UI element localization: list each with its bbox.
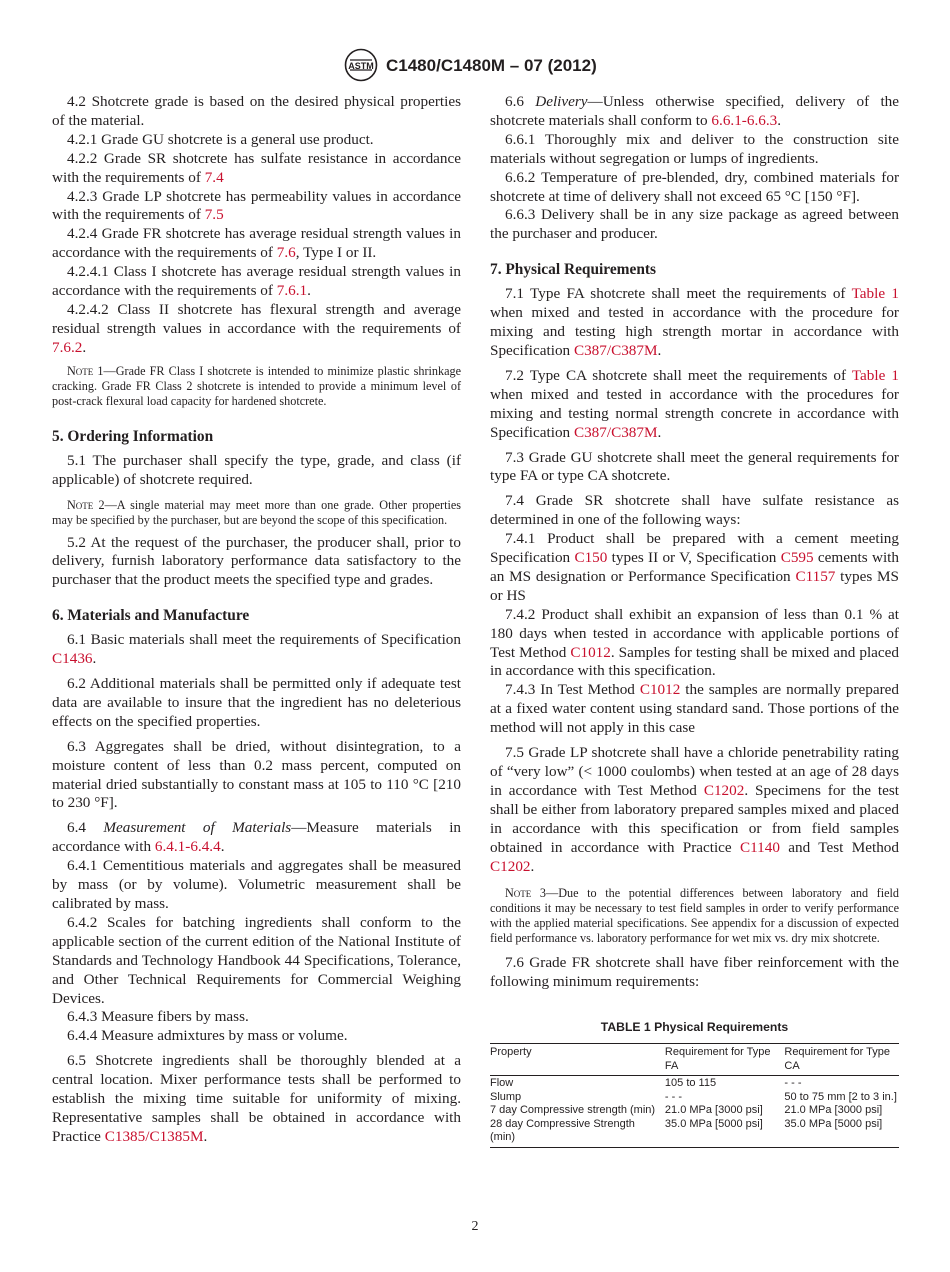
para-7-3: 7.3 Grade GU shotcrete shall meet the general requirements for type FA or type CA shotcrete. bbox=[490, 448, 899, 485]
para-text: . bbox=[307, 282, 311, 300]
note-label: Note 3 bbox=[505, 886, 547, 901]
para-text: . bbox=[657, 341, 662, 359]
link-7-4[interactable]: 7.4 bbox=[204, 168, 224, 186]
para-6-6-3: 6.6.3 Delivery shall be in any size package as agreed between the purchaser and producer. bbox=[490, 206, 899, 243]
note-2 bbox=[52, 498, 461, 528]
para-text: , Type I or II. bbox=[295, 244, 377, 262]
left-column bbox=[52, 93, 461, 1147]
para-text: 7.4.3 In Test Method bbox=[505, 681, 640, 699]
link-c1157[interactable]: C1157 bbox=[795, 567, 836, 585]
para-6-1 bbox=[52, 631, 461, 669]
para-text: 4.2.4.1 Class I shotcrete has average residual strength values in accordance with the requirements of bbox=[52, 263, 461, 300]
para-text: . bbox=[530, 857, 535, 875]
para-text: 7.2 Type CA shotcrete shall meet the requirements of bbox=[505, 366, 852, 384]
para-6-4 bbox=[52, 819, 461, 857]
para-text: the samples are normally prepared at a fixed water content using standard sand. Those portions of the method will not apply in this case bbox=[490, 681, 899, 737]
para-text: . bbox=[82, 338, 87, 356]
link-c387[interactable]: C387/C387M bbox=[573, 423, 658, 441]
para-6-4-4: 6.4.4 Measure admixtures by mass or volume. bbox=[67, 1027, 348, 1045]
table-cell: Flow bbox=[490, 1077, 514, 1090]
para-italic: Delivery bbox=[535, 93, 588, 110]
para-6-4-3: 6.4.3 Measure fibers by mass. bbox=[67, 1008, 249, 1026]
link-c1012[interactable]: C1012 bbox=[639, 681, 681, 699]
logo-text: ASTM bbox=[348, 61, 374, 71]
para-text: 6.1 Basic materials shall meet the requirements of Specification bbox=[67, 631, 461, 649]
para-text: types II or V, Specification bbox=[607, 549, 781, 567]
note-text: —Grade FR Class I shotcrete is intended to minimize plastic shrinkage cracking. Grade FR Class 2 shotcrete is intended to provide a minimum level of post-crack flexural load capacity for hardened shotcrete. bbox=[52, 363, 461, 408]
para-text: . Specimens for the test shall be either from laboratory prepared samples mixed and placed in accordance with this specification or from field samples obtained in accordance with Practice bbox=[490, 781, 899, 856]
para-6-5 bbox=[52, 1052, 461, 1147]
para-7-4: 7.4 Grade SR shotcrete shall have sulfate resistance as determined in one of the following ways: bbox=[490, 492, 899, 529]
para-text: . Samples for testing shall be mixed and placed in accordance with this specification. bbox=[490, 643, 899, 680]
note-1 bbox=[52, 364, 461, 409]
page-header bbox=[0, 48, 950, 88]
table-1 bbox=[490, 1018, 899, 1147]
table-cell: 21.0 MPa [3000 psi] bbox=[784, 1104, 883, 1117]
table-cell: - - - bbox=[664, 1090, 683, 1103]
astm-logo-icon bbox=[344, 48, 378, 82]
link-c1385[interactable]: C1385/C1385M bbox=[104, 1127, 204, 1145]
link-7-6-2[interactable]: 7.6.2 bbox=[52, 338, 83, 356]
table-cell: 7 day Compressive strength (min) bbox=[490, 1104, 656, 1117]
para-7-5 bbox=[490, 744, 899, 876]
para-4-2: 4.2 Shotcrete grade is based on the desired physical properties of the material. bbox=[52, 93, 461, 129]
para-4-2-3 bbox=[52, 188, 461, 226]
link-c1202[interactable]: C1202 bbox=[490, 857, 531, 875]
para-text: 6.4 bbox=[67, 819, 104, 837]
link-7-6[interactable]: 7.6 bbox=[276, 244, 296, 262]
para-6-6-1: 6.6.1 Thoroughly mix and deliver to the construction site materials without segregation or lumps of ingredients. bbox=[490, 130, 899, 167]
header-type-fa: Requirement for Type FA bbox=[665, 1044, 784, 1076]
para-5-2: 5.2 At the request of the purchaser, the producer shall, prior to delivery, furnish laboratory performance data satisfactory to the purchaser that the product meets the specified type and grades. bbox=[52, 533, 461, 589]
para-text: . bbox=[657, 423, 662, 441]
page-number: 2 bbox=[471, 1219, 479, 1234]
link-7-6-1[interactable]: 7.6.1 bbox=[276, 282, 308, 300]
table-cell: - - - bbox=[784, 1077, 802, 1090]
para-7-6: 7.6 Grade FR shotcrete shall have fiber reinforcement with the following minimum requirements: bbox=[490, 954, 899, 991]
header-property: Property bbox=[490, 1044, 665, 1076]
link-7-5[interactable]: 7.5 bbox=[204, 206, 224, 224]
section-5-heading: 5. Ordering Information bbox=[52, 427, 214, 445]
table-header-row bbox=[490, 1044, 899, 1076]
para-4-2-4-1 bbox=[52, 263, 461, 301]
para-6-2: 6.2 Additional materials shall be permitted only if adequate test data are available to insure that the ingredient has no deleterious effects on the specified properties. bbox=[52, 675, 461, 730]
para-text: 4.2.4.2 Class II shotcrete has flexural strength and average residual strength values in accordance with the requirements of bbox=[52, 300, 461, 337]
link-c1140[interactable]: C1140 bbox=[740, 838, 780, 856]
para-text: . bbox=[92, 650, 97, 668]
para-7-1 bbox=[490, 285, 899, 361]
note-label: Note 2 bbox=[67, 497, 105, 512]
physical-requirements-table bbox=[490, 1043, 899, 1148]
table-cell: Slump bbox=[490, 1090, 522, 1103]
para-text: 7.4.2 Product shall exhibit an expansion of less than 0.1 % at 180 days when tested in accordance with applicable portions of Test Method bbox=[490, 605, 899, 661]
para-text: 7.4.1 Product shall be prepared with a cement meeting Specification bbox=[490, 530, 899, 567]
table-row bbox=[490, 1091, 899, 1105]
header-type-ca: Requirement for Type CA bbox=[784, 1044, 899, 1076]
para-italic: Measurement of Materials bbox=[103, 819, 292, 837]
note-text: —Due to the potential differences between laboratory and field conditions it may be necessary to test field samples in order to verify performance with the applied material specifications. See appendix for a discussion of expected field performance vs. laboratory performance for wet mix vs. dry mix shotcrete. bbox=[490, 886, 899, 946]
section-6-heading: 6. Materials and Manufacture bbox=[52, 607, 250, 625]
para-text: and Test Method bbox=[779, 838, 899, 856]
para-6-6-2: 6.6.2 Temperature of pre-blended, dry, combined materials for shotcrete at time of delivery shall not exceed 65 °C [150 °F]. bbox=[490, 168, 899, 205]
para-text: . bbox=[777, 111, 782, 129]
para-text: when mixed and tested in accordance with the procedure for mixing and testing high strength mortar in accordance with Specification bbox=[490, 304, 899, 359]
para-text: cements with an MS designation or Performance Specification bbox=[490, 549, 899, 585]
link-6-4-1-6-4-4[interactable]: 6.4.1-6.4.4 bbox=[154, 838, 221, 856]
para-text: —Unless otherwise specified, delivery of the shotcrete materials shall conform to bbox=[490, 93, 900, 129]
para-6-4-2: 6.4.2 Scales for batching ingredients shall conform to the applicable section of the current edition of the National Institute of Standards and Technology Handbook 44 Specifications, Tolerance, and Other Technical Requirements for Commercial Weighing Devices. bbox=[52, 913, 461, 1007]
note-text: —A single material may meet more than one grade. Other properties may be specified by the purchaser, but are beyond the scope of this specification. bbox=[52, 497, 461, 527]
link-6-6-1-6-6-3[interactable]: 6.6.1-6.6.3 bbox=[711, 111, 778, 129]
para-text: 7.1 Type FA shotcrete shall meet the requirements of bbox=[505, 285, 852, 303]
para-text: 7.5 Grade LP shotcrete shall have a chloride penetrability rating of “very low” (< 1000 coulombs) when tested at an age of 28 days in accordance with Test Method bbox=[490, 744, 899, 799]
link-c595[interactable]: C595 bbox=[780, 549, 814, 567]
table-cell: 105 to 115 bbox=[664, 1077, 717, 1090]
table-row bbox=[490, 1118, 899, 1148]
para-4-2-4-2 bbox=[52, 301, 461, 358]
para-4-2-2 bbox=[52, 150, 461, 188]
para-6-6 bbox=[490, 93, 899, 131]
link-table-1[interactable]: Table 1 bbox=[851, 285, 900, 303]
table-cell: 35.0 MPa [5000 psi] bbox=[665, 1118, 784, 1148]
section-7-heading: 7. Physical Requirements bbox=[490, 261, 657, 279]
table-cell: 28 day Compressive Strength (min) bbox=[490, 1118, 665, 1148]
table-row bbox=[490, 1104, 899, 1118]
link-c1012[interactable]: C1012 bbox=[570, 643, 611, 661]
para-text: 4.2.2 Grade SR shotcrete has sulfate resistance in accordance with the requirements of bbox=[52, 149, 461, 186]
table-row bbox=[490, 1076, 899, 1091]
para-7-2 bbox=[490, 367, 899, 443]
para-text: 4.2.4 Grade FR shotcrete has average residual strength values in accordance with the requirements of bbox=[52, 225, 461, 262]
link-c387[interactable]: C387/C387M bbox=[573, 341, 658, 359]
right-column bbox=[490, 93, 899, 1148]
link-c1436[interactable]: C1436 bbox=[52, 650, 93, 668]
para-7-4-1 bbox=[490, 530, 899, 606]
table-title: TABLE 1 Physical Requirements bbox=[600, 1020, 789, 1035]
para-text: 4.2.3 Grade LP shotcrete has permeability values in accordance with the requirements of bbox=[52, 187, 461, 224]
table-cell: 21.0 MPa [3000 psi] bbox=[664, 1104, 763, 1117]
note-label: Note 1 bbox=[67, 363, 104, 378]
para-text: . bbox=[203, 1127, 208, 1145]
para-5-1: 5.1 The purchaser shall specify the type, grade, and class (if applicable) of shotcrete required. bbox=[52, 451, 461, 488]
para-4-2-1: 4.2.1 Grade GU shotcrete is a general use product. bbox=[67, 130, 374, 148]
para-7-4-2 bbox=[490, 606, 899, 682]
para-6-3: 6.3 Aggregates shall be dried, without disintegration, to a moisture content of less than 0.2 mass percent, computed on material dried substantially to constant mass at 105 to 110 °C [210 to 230 °F]. bbox=[52, 737, 461, 812]
para-6-4-1: 6.4.1 Cementitious materials and aggregates shall be measured by mass (or by volume). Volumetric measurement shall be calibrated by mass. bbox=[52, 857, 461, 912]
para-text: . bbox=[220, 838, 225, 856]
table-cell: 50 to 75 mm [2 to 3 in.] bbox=[784, 1090, 897, 1103]
para-text: when mixed and tested in accordance with the procedures for mixing and testing normal strength concrete in accordance with Specification bbox=[490, 385, 899, 441]
para-text: types MS or HS bbox=[490, 567, 899, 604]
para-7-4-3 bbox=[490, 681, 899, 738]
link-table-1[interactable]: Table 1 bbox=[851, 366, 900, 384]
link-c150[interactable]: C150 bbox=[574, 549, 608, 567]
table-cell: 35.0 MPa [5000 psi] bbox=[784, 1118, 899, 1148]
para-text: 6.6 bbox=[505, 93, 536, 110]
para-text: 6.5 Shotcrete ingredients shall be thoroughly blended at a central location. Mixer performance tests shall be performed to establish the mixing time suitable for uniformity of mixing. Representative samples shall be obtained in accordance with Practice bbox=[52, 1052, 461, 1145]
para-4-2-4 bbox=[52, 225, 461, 263]
link-c1202[interactable]: C1202 bbox=[703, 781, 745, 799]
note-3 bbox=[490, 886, 899, 946]
document-designation: C1480/C1480M – 07 (2012) bbox=[386, 56, 597, 75]
para-text: —Measure materials in accordance with bbox=[52, 819, 462, 856]
